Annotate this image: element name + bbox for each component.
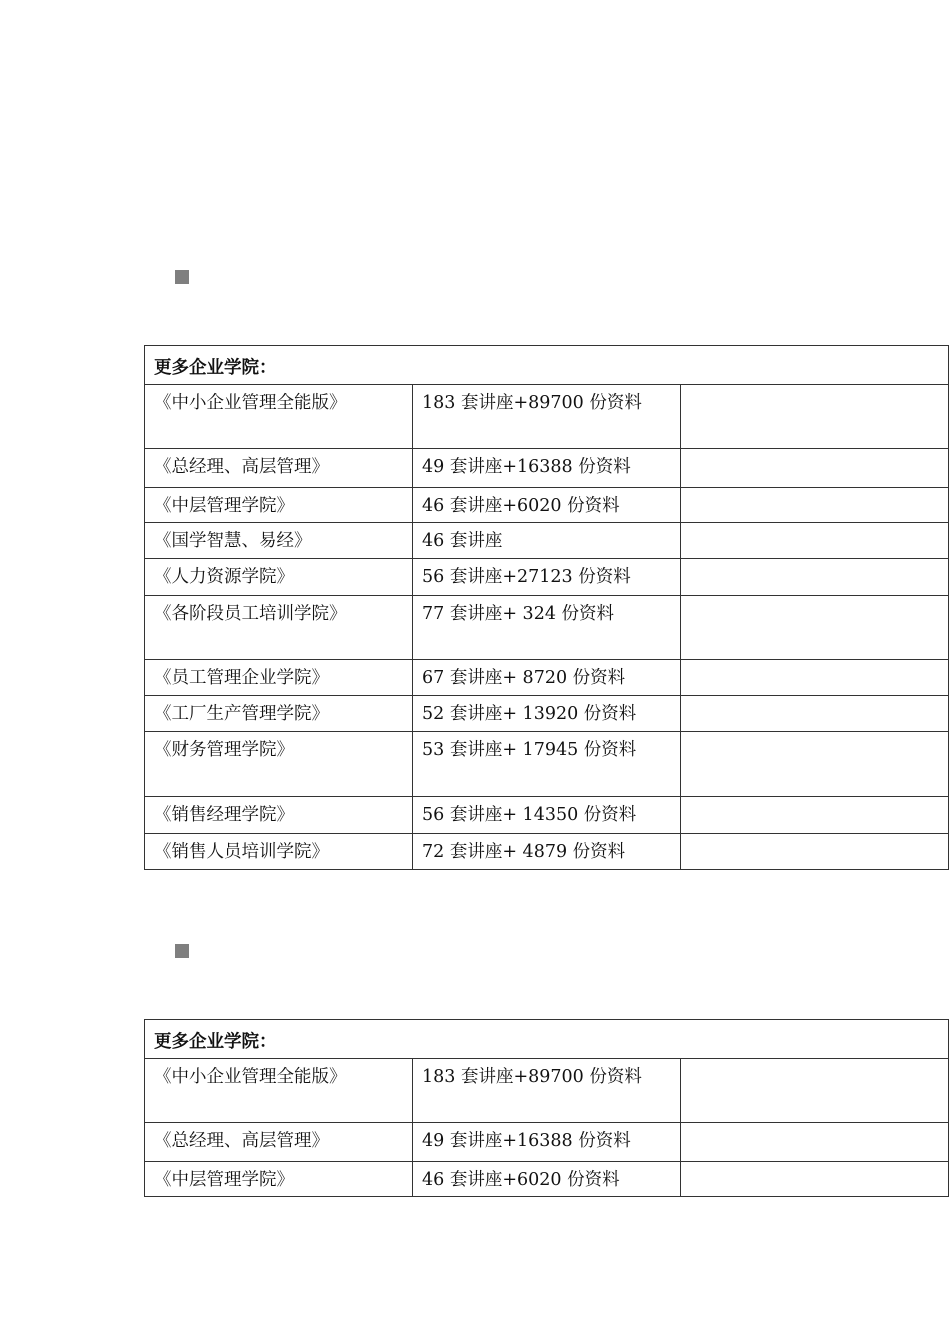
table-row [145, 1059, 949, 1123]
academy-table [144, 345, 949, 870]
course-detail: 52 套讲座+ 13920 份资料 [413, 696, 681, 732]
course-extra [681, 385, 949, 449]
table-row [145, 559, 949, 596]
table-row [145, 523, 949, 559]
course-extra [681, 797, 949, 834]
course-detail: 49 套讲座+16388 份资料 [413, 1123, 681, 1162]
table-row [145, 385, 949, 449]
table-row [145, 660, 949, 696]
table-row [145, 834, 949, 870]
course-extra [681, 1123, 949, 1162]
table-header: 更多企业学院： [145, 346, 949, 385]
course-extra [681, 1059, 949, 1123]
course-name: 《人力资源学院》 [145, 559, 413, 596]
academy-table [144, 1019, 949, 1197]
course-extra [681, 834, 949, 870]
course-name: 《各阶段员工培训学院》 [145, 596, 413, 660]
course-detail: 77 套讲座+ 324 份资料 [413, 596, 681, 660]
course-name: 《国学智慧、易经》 [145, 523, 413, 559]
course-extra [681, 696, 949, 732]
table-header-row [145, 346, 949, 385]
course-detail: 46 套讲座 [413, 523, 681, 559]
table-row [145, 732, 949, 797]
square-bullet-icon [175, 270, 189, 284]
course-name: 《中小企业管理全能版》 [145, 385, 413, 449]
course-extra [681, 523, 949, 559]
course-detail: 183 套讲座+89700 份资料 [413, 1059, 681, 1123]
course-extra [681, 488, 949, 523]
course-name: 《工厂生产管理学院》 [145, 696, 413, 732]
course-extra [681, 449, 949, 488]
course-extra [681, 559, 949, 596]
course-detail: 53 套讲座+ 17945 份资料 [413, 732, 681, 797]
course-detail: 56 套讲座+ 14350 份资料 [413, 797, 681, 834]
table-row [145, 797, 949, 834]
table-row [145, 696, 949, 732]
table-header: 更多企业学院： [145, 1020, 949, 1059]
course-extra [681, 732, 949, 797]
course-name: 《财务管理学院》 [145, 732, 413, 797]
course-detail: 67 套讲座+ 8720 份资料 [413, 660, 681, 696]
course-extra [681, 660, 949, 696]
table-header-row [145, 1020, 949, 1059]
course-name: 《中层管理学院》 [145, 488, 413, 523]
course-name: 《中小企业管理全能版》 [145, 1059, 413, 1123]
course-detail: 46 套讲座+6020 份资料 [413, 488, 681, 523]
course-detail: 49 套讲座+16388 份资料 [413, 449, 681, 488]
course-name: 《销售经理学院》 [145, 797, 413, 834]
square-bullet-icon [175, 944, 189, 958]
course-detail: 46 套讲座+6020 份资料 [413, 1162, 681, 1197]
table-row [145, 1123, 949, 1162]
course-extra [681, 596, 949, 660]
table-row [145, 449, 949, 488]
table-row [145, 1162, 949, 1197]
course-name: 《中层管理学院》 [145, 1162, 413, 1197]
course-name: 《总经理、高层管理》 [145, 449, 413, 488]
course-name: 《销售人员培训学院》 [145, 834, 413, 870]
course-name: 《员工管理企业学院》 [145, 660, 413, 696]
course-extra [681, 1162, 949, 1197]
course-detail: 183 套讲座+89700 份资料 [413, 385, 681, 449]
course-detail: 56 套讲座+27123 份资料 [413, 559, 681, 596]
course-detail: 72 套讲座+ 4879 份资料 [413, 834, 681, 870]
table-row [145, 596, 949, 660]
course-name: 《总经理、高层管理》 [145, 1123, 413, 1162]
table-row [145, 488, 949, 523]
